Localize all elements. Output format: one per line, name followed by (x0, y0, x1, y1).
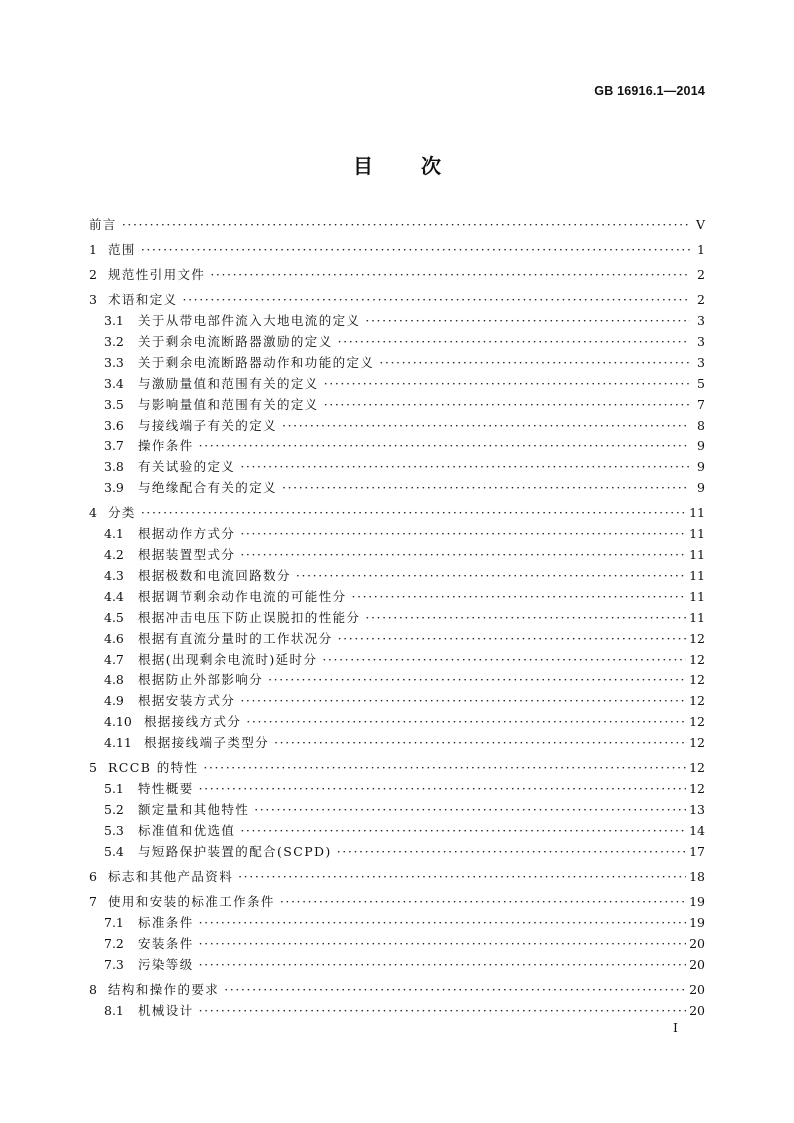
toc-entry-number: 7.3 (104, 956, 124, 972)
toc-leader-dots (240, 545, 686, 566)
toc-entry-title: 分类 (108, 505, 136, 521)
toc-entry-title: 有关试验的定义 (138, 459, 236, 475)
toc-leader-dots (183, 290, 690, 311)
toc-entry-page: 19 (689, 914, 705, 930)
toc-entry-number: 4.2 (104, 547, 124, 563)
toc-entry-number: 3.1 (104, 313, 124, 329)
toc-entry-page: 3 (697, 334, 705, 350)
toc-entry-number: 4.5 (104, 609, 124, 625)
title-char-2: 次 (421, 154, 441, 178)
toc-entry-title: 操作条件 (138, 438, 194, 454)
toc-entry-title: 根据有直流分量时的工作状况分 (138, 630, 333, 646)
toc-entry-title: 规范性引用文件 (108, 267, 206, 283)
toc-entry-page: 11 (689, 547, 705, 563)
toc-leader-dots (246, 712, 686, 733)
toc-entry-title: 与影响量值和范围有关的定义 (138, 396, 319, 412)
toc-leader-dots (238, 867, 686, 888)
toc-entry-title: 结构和操作的要求 (108, 981, 220, 997)
toc-entry-title: 根据调节剩余动作电流的可能性分 (138, 588, 347, 604)
toc-leader-dots (365, 311, 690, 332)
toc-entry-number: 7.1 (104, 914, 124, 930)
toc-leader-dots (365, 608, 686, 629)
toc-entry-number: 4.6 (104, 630, 124, 646)
toc-leader-dots (199, 955, 686, 976)
toc-entry-number: 7.2 (104, 935, 124, 951)
table-of-contents (89, 215, 705, 1021)
toc-entry-section[interactable] (89, 629, 705, 650)
toc-entry-number: 3.7 (104, 438, 124, 454)
toc-entry-page: 9 (697, 480, 705, 496)
toc-entry-number: 3.3 (104, 354, 124, 370)
toc-entry-page: 1 (697, 242, 705, 258)
toc-entry-title: 与接线端子有关的定义 (138, 417, 278, 433)
toc-entry-page: 12 (689, 714, 705, 730)
toc-entry-title: 关于剩余电流断路器动作和功能的定义 (138, 354, 375, 370)
toc-entry-section[interactable] (89, 670, 705, 691)
toc-leader-dots (240, 457, 690, 478)
toc-entry-chapter[interactable] (89, 215, 705, 236)
toc-entry-section[interactable] (89, 608, 705, 629)
toc-entry-title: 标准条件 (138, 914, 194, 930)
toc-entry-number: 3.4 (104, 375, 124, 391)
toc-entry-chapter[interactable] (89, 265, 705, 286)
toc-leader-dots (199, 934, 686, 955)
toc-leader-dots (199, 779, 686, 800)
toc-entry-section[interactable] (89, 478, 705, 499)
toc-leader-dots (199, 436, 690, 457)
toc-leader-dots (224, 980, 686, 1001)
toc-entry-page: 9 (697, 438, 705, 454)
toc-leader-dots (379, 353, 690, 374)
toc-entry-page: 20 (689, 956, 705, 972)
toc-entry-number: 3 (89, 292, 97, 308)
toc-entry-title: 污染等级 (138, 956, 194, 972)
toc-leader-dots (337, 842, 686, 863)
toc-entry-number: 5.2 (104, 801, 124, 817)
page-number: I (673, 1020, 678, 1035)
toc-entry-title: 标准值和优选值 (138, 822, 236, 838)
toc-entry-title: 与短路保护装置的配合(SCPD) (138, 843, 332, 859)
toc-entry-chapter[interactable] (89, 290, 705, 311)
toc-entry-section[interactable] (89, 332, 705, 353)
toc-entry-section[interactable] (89, 779, 705, 800)
toc-entry-page: 18 (689, 868, 705, 884)
toc-entry-section[interactable] (89, 650, 705, 671)
toc-entry-number: 3.2 (104, 334, 124, 350)
toc-entry-page: 5 (697, 375, 705, 391)
toc-entry-section[interactable] (89, 457, 705, 478)
toc-entry-title: RCCB 的特性 (108, 760, 199, 776)
toc-entry-page: 11 (689, 505, 705, 521)
toc-entry-page: V (695, 217, 705, 232)
toc-entry-number: 3.9 (104, 480, 124, 496)
toc-entry-chapter[interactable] (89, 892, 705, 913)
toc-leader-dots (240, 524, 686, 545)
toc-entry-number: 8.1 (104, 1002, 124, 1018)
toc-leader-dots (122, 215, 690, 236)
toc-entry-number: 4.7 (104, 651, 124, 667)
toc-leader-dots (352, 587, 687, 608)
toc-entry-number: 5.4 (104, 843, 124, 859)
toc-entry-section[interactable] (89, 416, 705, 437)
toc-entry-title: 机械设计 (138, 1002, 194, 1018)
toc-entry-page: 20 (689, 981, 705, 997)
toc-entry-chapter[interactable] (89, 867, 705, 888)
toc-entry-number: 4.9 (104, 693, 124, 709)
toc-entry-page: 17 (689, 843, 705, 859)
toc-entry-title: 根据极数和电流回路数分 (138, 568, 291, 583)
toc-entry-number: 4.10 (104, 714, 132, 730)
toc-entry-section[interactable] (89, 733, 705, 754)
toc-entry-section[interactable] (89, 395, 705, 416)
toc-entry-title: 术语和定义 (108, 292, 178, 308)
standard-number: GB 16916.1—2014 (594, 84, 705, 98)
toc-entry-page: 12 (689, 781, 705, 797)
toc-entry-page: 3 (697, 354, 705, 370)
toc-entry-number: 1 (89, 242, 97, 258)
toc-entry-title: 关于剩余电流断路器激励的定义 (138, 334, 333, 350)
toc-entry-page: 9 (697, 459, 705, 475)
toc-entry-number: 3.6 (104, 417, 124, 433)
toc-entry-page: 2 (697, 292, 705, 308)
toc-entry-number: 8 (89, 981, 97, 997)
toc-entry-title: 范围 (108, 242, 136, 258)
toc-leader-dots (240, 821, 686, 842)
toc-leader-dots (280, 892, 686, 913)
toc-entry-section[interactable] (89, 712, 705, 733)
toc-entry-number: 4.4 (104, 588, 124, 604)
toc-entry-section[interactable] (89, 587, 705, 608)
toc-entry-section[interactable] (89, 800, 705, 821)
toc-entry-section[interactable] (89, 545, 705, 566)
toc-entry-title: 特性概要 (138, 781, 194, 797)
page-title (0, 150, 794, 179)
toc-entry-section[interactable] (89, 934, 705, 955)
toc-entry-chapter[interactable] (89, 758, 705, 779)
toc-entry-section[interactable] (89, 436, 705, 457)
toc-entry-number: 3.8 (104, 459, 124, 475)
toc-leader-dots (268, 670, 686, 691)
toc-entry-page: 8 (697, 417, 705, 433)
toc-entry-number: 4.3 (104, 568, 124, 583)
toc-leader-dots (338, 629, 686, 650)
toc-leader-dots (322, 650, 686, 671)
toc-leader-dots (199, 1001, 686, 1022)
toc-entry-section[interactable] (89, 566, 705, 587)
toc-entry-page: 7 (697, 396, 705, 412)
toc-entry-chapter[interactable] (89, 240, 705, 261)
toc-leader-dots (254, 800, 686, 821)
toc-entry-number: 5.1 (104, 781, 124, 797)
toc-entry-page: 3 (697, 313, 705, 329)
toc-entry-page: 12 (689, 651, 705, 667)
toc-entry-section[interactable] (89, 1001, 705, 1022)
toc-entry-chapter[interactable] (89, 503, 705, 524)
toc-entry-page: 11 (689, 526, 705, 542)
toc-entry-title: 标志和其他产品资料 (108, 868, 234, 884)
toc-entry-section[interactable] (89, 524, 705, 545)
toc-leader-dots (203, 758, 686, 779)
toc-entry-page: 11 (689, 588, 705, 604)
toc-leader-dots (240, 691, 686, 712)
toc-entry-page: 2 (697, 267, 705, 283)
toc-entry-page: 14 (689, 822, 705, 838)
toc-entry-title: 额定量和其他特性 (138, 801, 250, 817)
toc-entry-section[interactable] (89, 842, 705, 863)
toc-entry-section[interactable] (89, 311, 705, 332)
toc-entry-title: 根据接线端子类型分 (144, 735, 270, 751)
toc-entry-number: 4.8 (104, 672, 124, 688)
toc-entry-page: 13 (689, 801, 705, 817)
toc-entry-title: 根据安装方式分 (138, 693, 236, 709)
toc-entry-title: 根据(出现剩余电流时)延时分 (138, 651, 318, 667)
toc-entry-page: 12 (689, 693, 705, 709)
toc-entry-number: 4.1 (104, 526, 124, 542)
toc-entry-page: 11 (689, 609, 705, 625)
toc-leader-dots (282, 478, 690, 499)
toc-entry-title: 前言 (89, 217, 117, 232)
toc-entry-section[interactable] (89, 913, 705, 934)
toc-entry-section[interactable] (89, 691, 705, 712)
toc-entry-number: 3.5 (104, 396, 124, 412)
toc-leader-dots (141, 503, 686, 524)
toc-leader-dots (324, 374, 690, 395)
toc-leader-dots (338, 332, 690, 353)
toc-entry-number: 4 (89, 505, 97, 521)
toc-entry-page: 12 (689, 760, 705, 776)
toc-entry-page: 12 (689, 672, 705, 688)
toc-leader-dots (199, 913, 686, 934)
toc-entry-title: 使用和安装的标准工作条件 (108, 893, 275, 909)
toc-entry-title: 根据接线方式分 (144, 714, 242, 730)
toc-entry-title: 与激励量值和范围有关的定义 (138, 375, 319, 391)
toc-entry-number: 5.3 (104, 822, 124, 838)
toc-entry-chapter[interactable] (89, 980, 705, 1001)
toc-entry-title: 与绝缘配合有关的定义 (138, 480, 278, 496)
toc-leader-dots (324, 395, 690, 416)
toc-leader-dots (282, 416, 690, 437)
toc-entry-number: 7 (89, 893, 97, 909)
toc-leader-dots (141, 240, 690, 261)
toc-entry-page: 20 (689, 1002, 705, 1018)
toc-entry-title: 根据装置型式分 (138, 547, 236, 563)
toc-entry-section[interactable] (89, 374, 705, 395)
toc-entry-title: 根据冲击电压下防止误脱扣的性能分 (138, 609, 361, 625)
toc-leader-dots (274, 733, 686, 754)
toc-entry-title: 根据动作方式分 (138, 526, 236, 542)
toc-entry-page: 12 (689, 630, 705, 646)
toc-entry-number: 5 (89, 760, 97, 776)
toc-entry-section[interactable] (89, 955, 705, 976)
toc-entry-page: 20 (689, 935, 705, 951)
title-char-1: 目 (353, 154, 373, 178)
toc-entry-page: 12 (689, 735, 705, 751)
toc-entry-page: 19 (689, 893, 705, 909)
toc-entry-number: 4.11 (104, 735, 132, 751)
toc-entry-number: 2 (89, 267, 97, 283)
toc-entry-title: 关于从带电部件流入大地电流的定义 (138, 313, 361, 329)
toc-entry-section[interactable] (89, 353, 705, 374)
toc-entry-title: 根据防止外部影响分 (138, 672, 264, 688)
toc-entry-page: 11 (689, 568, 705, 583)
toc-leader-dots (210, 265, 690, 286)
toc-leader-dots (296, 566, 686, 587)
toc-entry-section[interactable] (89, 821, 705, 842)
toc-entry-number: 6 (89, 868, 97, 884)
toc-entry-title: 安装条件 (138, 935, 194, 951)
